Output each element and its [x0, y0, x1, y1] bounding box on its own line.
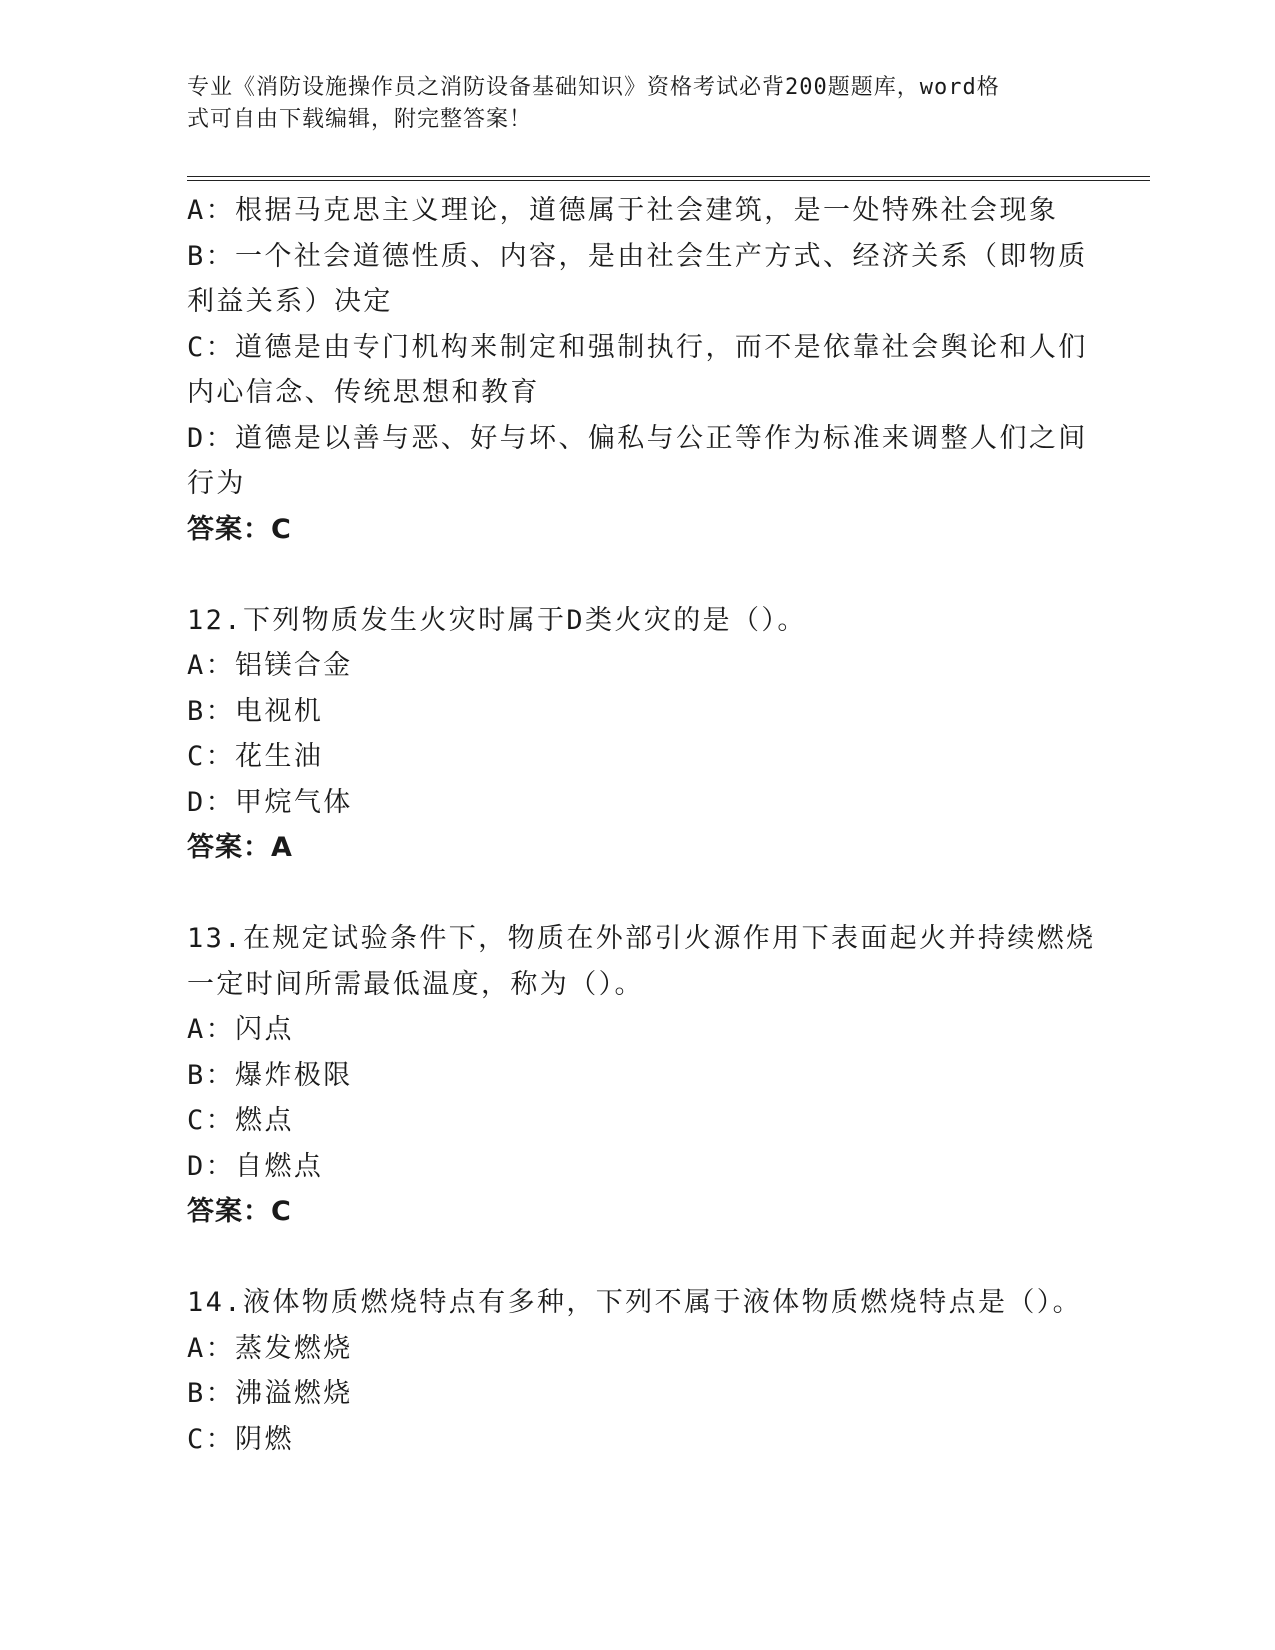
question-block-14 [187, 1280, 1087, 1462]
option-line: D：道德是以善与恶、好与坏、偏私与公正等作为标准来调整人们之间 [187, 422, 1088, 454]
option-line: C：花生油 [187, 741, 324, 772]
spacer [187, 1235, 1087, 1281]
header-line: 专业《消防设施操作员之消防设备基础知识》资格考试必背200题题库，word格 [187, 75, 1000, 100]
option-line: A：根据马克思主义理论，道德属于社会建筑，是一处特殊社会现象 [187, 195, 1059, 226]
answer-line: 答案：A [187, 832, 293, 863]
question-stem: 一定时间所需最低温度，称为（）。 [187, 968, 644, 1000]
option-line: A：蒸发燃烧 [187, 1332, 353, 1364]
question-block-prev [187, 188, 1087, 552]
option-line: B：爆炸极限 [187, 1059, 353, 1091]
answer-line: 答案：C [187, 513, 292, 545]
question-block-13 [187, 916, 1096, 1235]
document-header [187, 72, 1067, 136]
option-line: 内心信念、传统思想和教育 [187, 377, 540, 408]
header-divider [187, 176, 1150, 181]
spacer [187, 552, 1087, 598]
question-block-12 [187, 598, 1087, 871]
question-list [187, 188, 1096, 1462]
option-line: B：沸溢燃烧 [187, 1378, 353, 1409]
option-line: A：铝镁合金 [187, 650, 353, 681]
option-line: C：燃点 [187, 1105, 294, 1136]
option-line: C：阴燃 [187, 1423, 294, 1455]
answer-line: 答案：C [187, 1196, 292, 1227]
spacer [187, 871, 1087, 917]
option-line: 利益关系）决定 [187, 286, 393, 317]
option-line: D：自燃点 [187, 1150, 324, 1182]
header-line: 式可自由下载编辑，附完整答案！ [187, 107, 533, 132]
question-stem: 14.液体物质燃烧特点有多种，下列不属于液体物质燃烧特点是（）。 [187, 1287, 1083, 1318]
option-line: 行为 [187, 468, 246, 499]
question-stem: 13.在规定试验条件下，物质在外部引火源作用下表面起火并持续燃烧 [187, 923, 1096, 954]
option-line: A：闪点 [187, 1014, 294, 1045]
question-stem: 12.下列物质发生火灾时属于D类火灾的是（）。 [187, 604, 807, 636]
option-line: B：一个社会道德性质、内容，是由社会生产方式、经济关系（即物质 [187, 240, 1088, 272]
option-line: C：道德是由专门机构来制定和强制执行，而不是依靠社会舆论和人们 [187, 331, 1088, 363]
option-line: B：电视机 [187, 695, 324, 727]
option-line: D：甲烷气体 [187, 786, 353, 818]
